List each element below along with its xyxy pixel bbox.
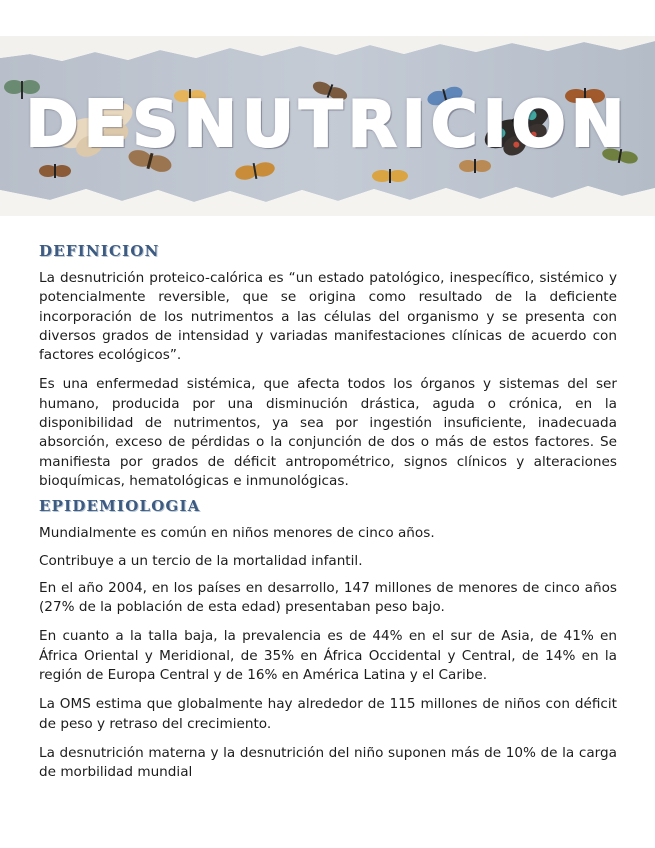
section-heading-epidemiologia: EPIDEMIOLOGIA xyxy=(39,497,201,516)
banner-title: DESNUTRICION xyxy=(25,88,630,162)
document-body xyxy=(39,242,617,793)
butterfly-icon xyxy=(372,169,408,183)
paragraph: La desnutrición materna y la desnutrición del niño suponen más de 10% de la carga de morbilidad mundial xyxy=(39,744,617,781)
paragraph: Contribuye a un tercio de la mortalidad infantil. xyxy=(39,552,363,569)
paragraph: La OMS estima que globalmente hay alrededor de 115 millones de niños con déficit de peso y retraso del crecimiento. xyxy=(39,696,617,732)
paragraph: En cuanto a la talla baja, la prevalencia es de 44% en el sur de Asia, de 41% en África Oriental y Meridional, de 35% en África Occidental y Central, de 14% en la región de Europa Central y de 16% en América Latina y el Caribe. xyxy=(39,628,617,684)
butterfly-icon xyxy=(39,164,71,178)
paragraph: Mundialmente es común en niños menores de cinco años. xyxy=(39,525,435,542)
paragraph: En el año 2004, en los países en desarrollo, 147 millones de menores de cinco años (27% de la población de esta edad) presentaban peso bajo. xyxy=(39,579,617,616)
section-heading-definicion: DEFINICION xyxy=(39,242,160,260)
header-banner xyxy=(0,36,655,216)
paragraph: Es una enfermedad sistémica, que afecta todos los órganos y sistemas del ser humano, producida por una disminución drástica, aguda o crónica, en la disponibilidad de nutrimentos, ya sea por ingestión insuficiente, inadecuada absorción, exceso de pérdidas o la conjunción de dos o más de estos factores. Se manifiesta por grados de déficit antropométrico, signos clínicos y alteraciones bioquímicas, hematológicas e inmunológicas. xyxy=(39,376,617,489)
paragraph: La desnutrición proteico-calórica es “un estado patológico, inespecífico, sistémico y potencialmente reversible, que se origina como resultado de la deficiente incorporación de los nutrimentos a las células del organismo y se presenta con diversos grados de intensidad y variadas manifestaciones clínicas de acuerdo con factores ecológicos”. xyxy=(39,270,617,364)
